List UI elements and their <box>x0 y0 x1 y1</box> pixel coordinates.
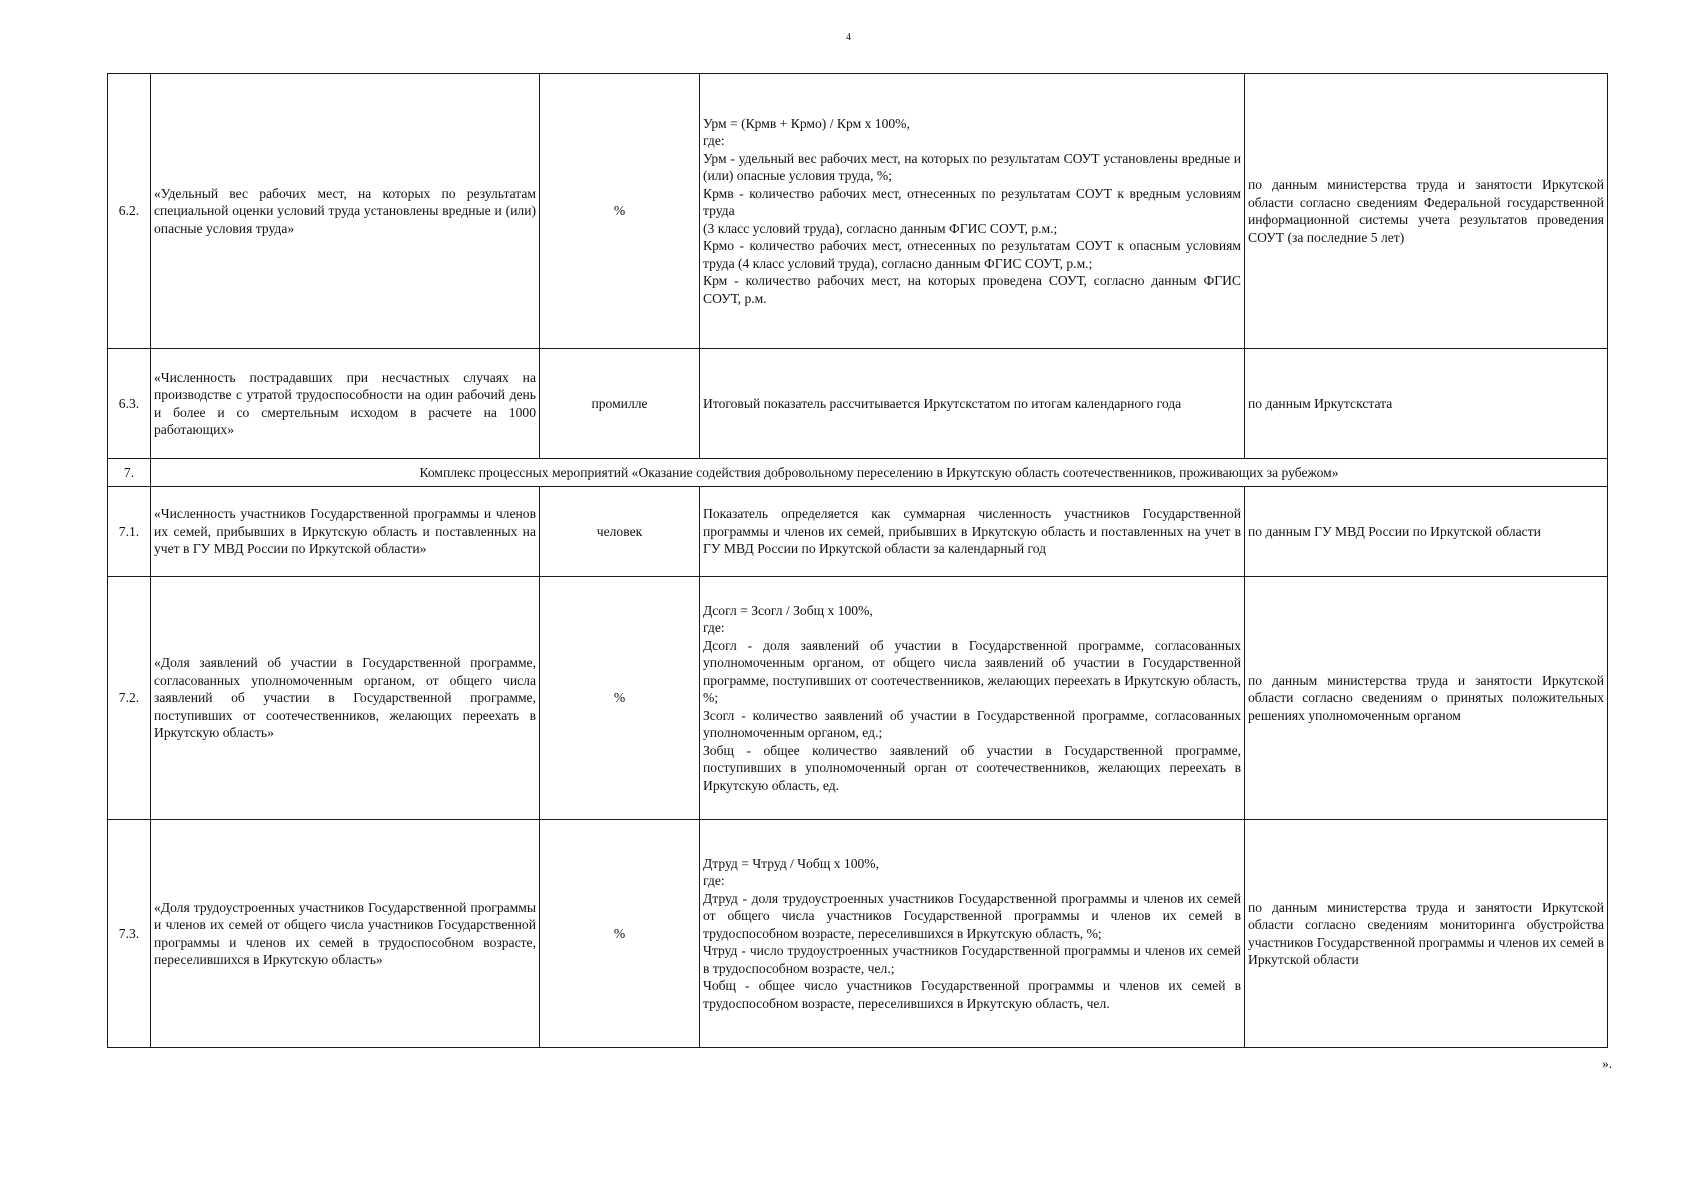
calculation-method <box>700 349 1245 459</box>
section-title: Комплекс процессных мероприятий «Оказание содействия добровольному переселению в Иркутскую область соотечественников, проживающих за рубежом» <box>151 459 1608 487</box>
method-line: Показатель определяется как суммарная численность участников Государственной программы и членов их семей, прибывших в Иркутскую область и поставленных на учет в ГУ МВД России по Иркутской области за календарный год <box>703 506 1241 557</box>
method-line: Крмв - количество рабочих мест, отнесенных по результатам СОУТ к вредным условиям труда <box>703 185 1241 219</box>
method-line: Урм - удельный вес рабочих мест, на которых по результатам СОУТ установлены вредные и (или) опасные условия труда, %; <box>703 150 1241 184</box>
row-number: 7.1. <box>108 487 151 577</box>
method-line: Крм - количество рабочих мест, на которых проведена СОУТ, согласно данным ФГИС СОУТ, р.м. <box>703 273 1241 306</box>
indicator-name: «Доля трудоустроенных участников Государственной программы и членов их семей от общего числа участников Государственной программы и членов их семей в трудоспособном возрасте, переселившихся в Иркутскую область» <box>151 820 540 1048</box>
row-number: 6.3. <box>108 349 151 459</box>
page-number: 4 <box>846 32 851 43</box>
method-line: Дсогл - доля заявлений об участии в Государственной программе, согласованных уполномоченным органом, от общего числа заявлений об участии в Государственной программе, поступивших от соотечественников, желающих переехать в Иркутскую область, %; <box>703 637 1241 706</box>
data-source: по данным Иркутскстата <box>1245 349 1608 459</box>
method-line: Урм = (Крмв + Крмо) / Крм х 100%, <box>703 115 910 131</box>
unit-of-measure: % <box>540 820 700 1048</box>
table-row <box>108 577 1608 820</box>
method-line: Итоговый показатель рассчитывается Иркутскстатом по итогам календарного года <box>703 395 1182 411</box>
calculation-method <box>700 577 1245 820</box>
method-line: Дтруд - доля трудоустроенных участников Государственной программы и членов их семей от общего числа участников Государственной программы и членов их семей в трудоспособном возрасте, переселившихся в Иркутскую область, %; <box>703 890 1241 941</box>
closing-quote-mark: ». <box>1602 1056 1613 1071</box>
method-line: где: <box>703 873 725 889</box>
unit-of-measure: % <box>540 74 700 349</box>
method-line: Чтруд - число трудоустроенных участников Государственной программы и членов их семей в трудоспособном возрасте, чел.; <box>703 943 1241 976</box>
unit-of-measure: % <box>540 577 700 820</box>
table-row <box>108 820 1608 1048</box>
calculation-method <box>700 820 1245 1048</box>
section-row <box>108 459 1608 487</box>
indicator-name: «Численность пострадавших при несчастных случаях на производстве с утратой трудоспособности на один рабочий день и более и со смертельным исходом в расчете на 1000 работающих» <box>151 349 540 459</box>
calculation-method <box>700 487 1245 577</box>
unit-of-measure: человек <box>540 487 700 577</box>
row-number: 7.2. <box>108 577 151 820</box>
indicator-name: «Удельный вес рабочих мест, на которых по результатам специальной оценки условий труда установлены вредные и (или) опасные условия труда» <box>151 74 540 349</box>
method-line: Крмо - количество рабочих мест, отнесенных по результатам СОУТ к опасным условиям труда (4 класс условий труда), согласно данным ФГИС СОУТ, р.м.; <box>703 238 1241 271</box>
data-source: по данным министерства труда и занятости Иркутской области согласно сведениям мониторинга обустройства участников Государственной программы и членов их семей в Иркутской области <box>1245 820 1608 1048</box>
calculation-method <box>700 74 1245 349</box>
method-line: Дсогл = Зсогл / Зобщ х 100%, <box>703 602 873 618</box>
data-source: по данным ГУ МВД России по Иркутской области <box>1245 487 1608 577</box>
data-source: по данным министерства труда и занятости Иркутской области согласно сведениям Федеральной государственной информационной системы учета результатов проведения СОУТ (за последние 5 лет) <box>1245 74 1608 349</box>
indicator-name: «Численность участников Государственной программы и членов их семей, прибывших в Иркутскую область и поставленных на учет в ГУ МВД России по Иркутской области» <box>151 487 540 577</box>
indicators-table <box>107 73 1608 1048</box>
unit-of-measure: промилле <box>540 349 700 459</box>
section-number: 7. <box>108 459 151 487</box>
method-line: Зсогл - количество заявлений об участии в Государственной программе, согласованных уполномоченным органом, ед.; <box>703 707 1241 741</box>
method-line: где: <box>703 133 725 149</box>
method-line: где: <box>703 620 725 636</box>
method-line: Чобщ - общее число участников Государственной программы и членов их семей в трудоспособном возрасте, переселившихся в Иркутскую область, чел. <box>703 978 1241 1011</box>
row-number: 7.3. <box>108 820 151 1048</box>
method-line: Зобщ - общее количество заявлений об участии в Государственной программе, поступивших в уполномоченный орган от соотечественников, желающих переехать в Иркутскую область, ед. <box>703 742 1241 793</box>
method-line: (3 класс условий труда), согласно данным ФГИС СОУТ, р.м.; <box>703 220 1058 236</box>
table-row <box>108 74 1608 349</box>
row-number: 6.2. <box>108 74 151 349</box>
table-row <box>108 349 1608 459</box>
indicator-name: «Доля заявлений об участии в Государственной программе, согласованных уполномоченным органом, от общего числа заявлений об участии в Государственной программе, поступивших от соотечественников, желающих переехать в Иркутскую область» <box>151 577 540 820</box>
data-source: по данным министерства труда и занятости Иркутской области согласно сведениям о принятых положительных решениях уполномоченным органом <box>1245 577 1608 820</box>
table-row <box>108 487 1608 577</box>
method-line: Дтруд = Чтруд / Чобщ х 100%, <box>703 855 880 871</box>
